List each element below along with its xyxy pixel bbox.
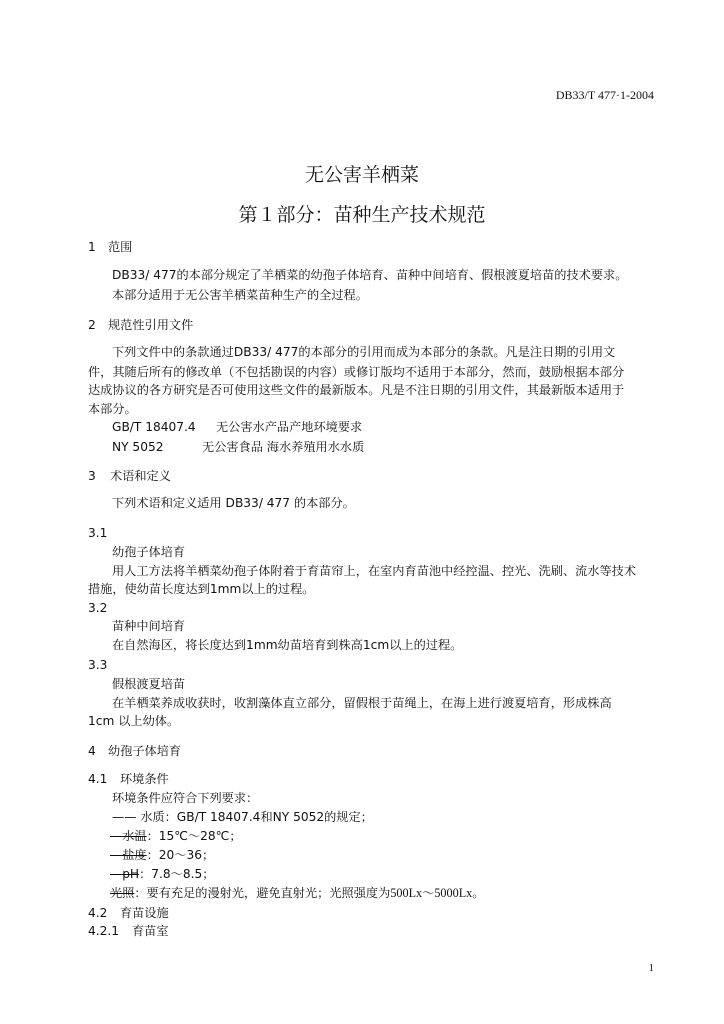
section-1-title: 范围 <box>108 240 133 254</box>
section-2-line-4: 本部分。 <box>88 402 137 416</box>
list-item-text: ：7.8～8.5； <box>139 867 215 881</box>
list-item-ph <box>110 865 214 883</box>
section-4-2-title: 育苗设施 <box>120 906 169 920</box>
section-4-number: 4 <box>88 744 96 758</box>
term-3-2-number: 3.2 <box>88 601 108 615</box>
section-2-line-1: 下列文件中的条款通过DB33/ 477的本部分的引用而成为本部分的条款。凡是注日期的引用文 <box>112 345 616 359</box>
term-3-2-definition: 在自然海区，将长度达到1mm幼苗培育到株高1cm以上的过程。 <box>112 638 463 652</box>
list-item-label: —pH <box>110 867 140 881</box>
section-1-number: 1 <box>88 240 96 254</box>
list-item-salinity <box>110 846 214 864</box>
list-item-text: 水质：GB/T 18407.4和NY 5052的规定； <box>140 810 373 824</box>
list-item-water-quality <box>112 808 373 826</box>
reference-2-title: 无公害食品 海水养殖用水水质 <box>202 440 365 454</box>
term-3-3-number: 3.3 <box>88 658 108 672</box>
term-3-1-definition-line-2: 措施，使幼苗长度达到1mm以上的过程。 <box>88 582 315 596</box>
list-item-end: 。 <box>472 886 485 900</box>
section-2-title: 规范性引用文件 <box>108 318 194 332</box>
term-3-3-definition-line-2: 1cm 以上幼体。 <box>88 714 180 728</box>
section-3-title: 术语和定义 <box>110 469 171 483</box>
section-4-title: 幼孢子体培育 <box>108 744 182 758</box>
document-subtitle: 第１部分：苗种生产技术规范 <box>238 204 486 226</box>
list-item-light-range: 500Lx～5000Lx <box>390 886 473 900</box>
document-number: DB33/T 477·1-2004 <box>555 88 654 102</box>
list-item-water-temperature <box>110 827 242 845</box>
term-3-3-definition-line-1: 在羊栖菜养成收获时，收割藻体直立部分，留假根于苗绳上，在海上进行渡夏培育，形成株高 <box>112 696 612 710</box>
section-1-paragraph-2: 本部分适用于无公害羊栖菜苗种生产的全过程。 <box>112 288 368 302</box>
section-4-2-number: 4.2 <box>88 906 108 920</box>
reference-1-code: GB/T 18407.4 <box>112 420 196 434</box>
list-item-text: ：20～36； <box>146 848 215 862</box>
list-item-text: ：要有充足的漫射光，避免直射光；光照强度为 <box>134 886 391 900</box>
section-4-1-intro: 环境条件应符合下列要求： <box>112 791 259 805</box>
section-2-number: 2 <box>88 318 96 332</box>
section-4-2-1-title: 育苗室 <box>132 924 169 938</box>
reference-1-title: 无公害水产品产地环境要求 <box>216 420 363 434</box>
list-item-text: ：15℃～28℃； <box>146 829 242 843</box>
document-title: 无公害羊栖菜 <box>304 164 419 186</box>
reference-2-code: NY 5052 <box>112 440 164 454</box>
section-4-2-1-number: 4.2.1 <box>88 924 120 938</box>
section-3-intro: 下列术语和定义适用 DB33/ 477 的本部分。 <box>112 496 355 510</box>
list-dash: —— <box>112 810 137 824</box>
list-item-label: —盐度 <box>110 848 147 862</box>
term-3-3-name: 假根渡夏培苗 <box>112 677 186 691</box>
list-item-label: 光照 <box>110 886 135 900</box>
list-item-label: —水温 <box>110 829 147 843</box>
term-3-1-name: 幼孢子体培育 <box>112 545 186 559</box>
page-number: 1 <box>648 962 654 974</box>
term-3-1-number: 3.1 <box>88 526 108 540</box>
term-3-2-name: 苗种中间培育 <box>112 619 186 633</box>
section-1-paragraph-1: DB33/ 477的本部分规定了羊栖菜的幼孢子体培育、苗种中间培育、假根渡夏培苗的技术要求。 <box>112 268 628 282</box>
section-3-number: 3 <box>88 469 96 483</box>
section-2-line-2: 件，其随后所有的修改单（不包括勘误的内容）或修订版均不适用于本部分，然而，鼓励根据本部分 <box>88 365 625 379</box>
list-item-light <box>110 884 484 902</box>
section-4-1-title: 环境条件 <box>120 772 169 786</box>
term-3-1-definition-line-1: 用人工方法将羊栖菜幼孢子体附着于育苗帘上，在室内育苗池中经控温、控光、洗刷、流水等技术 <box>112 564 637 578</box>
section-2-line-3: 达成协议的各方研究是否可使用这些文件的最新版本。凡是不注日期的引用文件，其最新版本适用于 <box>88 383 625 397</box>
section-4-1-number: 4.1 <box>88 772 108 786</box>
